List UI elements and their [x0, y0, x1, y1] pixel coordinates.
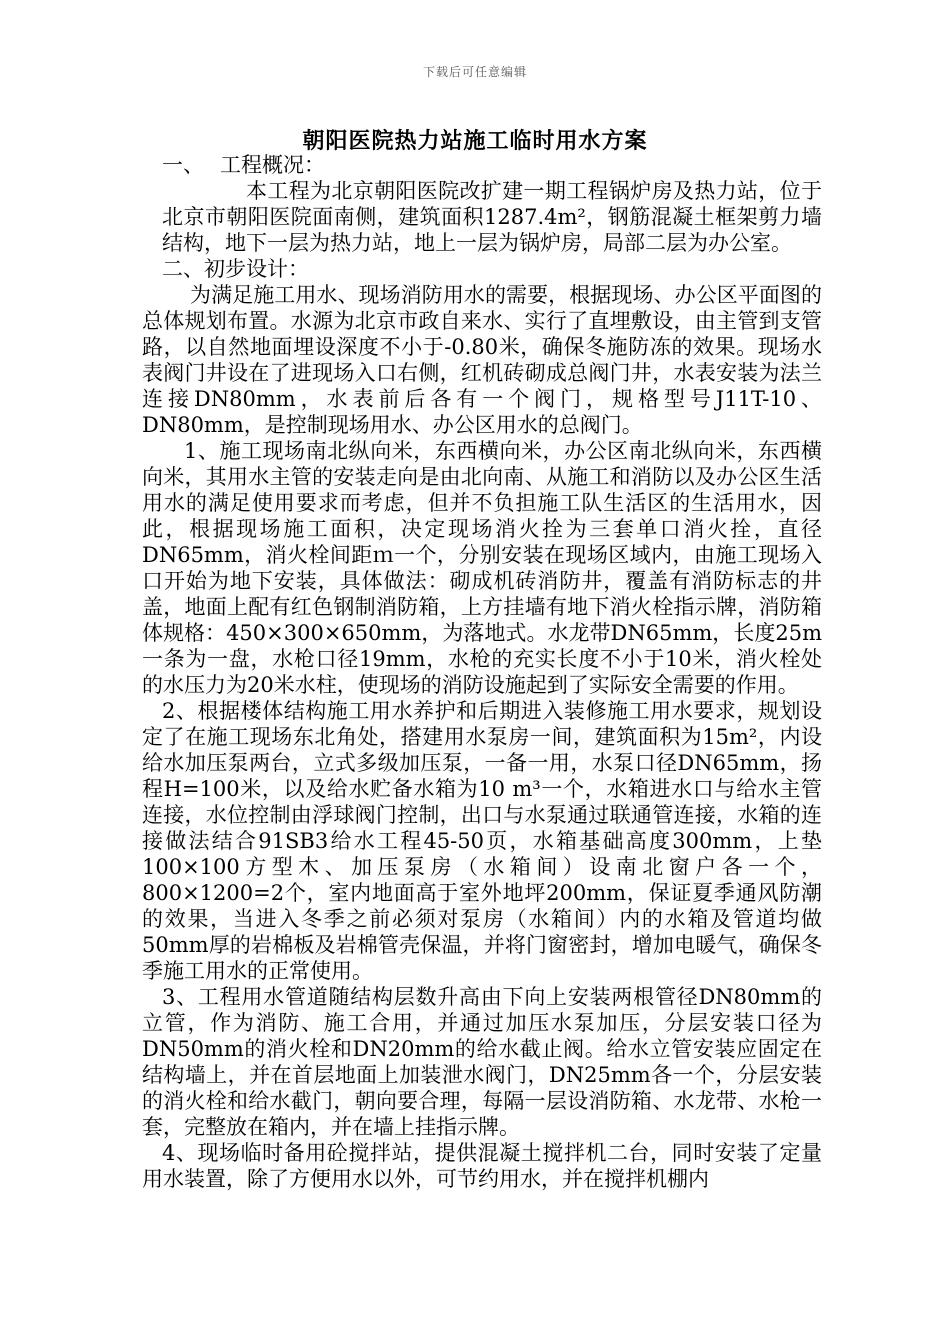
item-1-paragraph: 1、施工现场南北纵向米，东西横向米，办公区南北纵向米，东西横向米，其用水主管的安装走向是由北向南、从施工和消防以及办公区生活用水的满足使用要求而考虑，但并不负担施工队生活区的生活用水，因此，根据现场施工面积，决定现场消火拴为三套单口消火拴，直径DN65mm，消火栓间距ｍ一个，分别安装在现场区域内，由施工现场入口开始为地下安装，具体做法：砌成机砖消防井，覆盖有消防标志的井盖，地面上配有红色钢制消防箱，上方挂墙有地下消火栓指示牌，消防箱体规格：450×300×650mm，为落地式。水龙带DN65mm，长度25m一条为一盘，水枪口径19mm，水枪的充实长度不小于10米，消火栓处的水压力为20米水柱，使现场的消防设施起到了实际安全需要的作用。 [142, 439, 822, 697]
section-2-intro-paragraph: 为满足施工用水、现场消防用水的需要，根据现场、办公区平面图的总体规划布置。水源为北京市政自来水、实行了直埋敷设，由主管到支管路，以自然地面埋设深度不小于-0.80米，确保冬施防冻的效果。现场水表阀门井设在了进现场入口右侧，红机砖砌成总阀门井，水表安装为法兰连接DN80mm，水表前后各有一个阀门，规格型号J11T-10、DN80mm，是控制现场用水、办公区用水的总阀门。 [142, 283, 822, 437]
section-1-heading [142, 152, 822, 178]
section-1-paragraph: 本工程为北京朝阳医院改扩建一期工程锅炉房及热力站，位于北京市朝阳医院面南侧，建筑面积1287.4m²，钢筋混凝土框架剪力墙结构，地下一层为热力站，地上一层为锅炉房，局部二层为办公室。 [162, 179, 822, 255]
document-body [142, 152, 822, 1192]
item-3-paragraph: 3、工程用水管道随结构层数升高由下向上安装两根管径DN80mm的立管，作为消防、施工合用，并通过加压水泵加压，分层安装口径为DN50mm的消火栓和DN20mm的给水截止阀。给水立管安装应固定在结构墙上，并在首层地面上加装泄水阀门，DN25mm各一个，分层安装的消火栓和给水截门，朝向要合理，每隔一层设消防箱、水龙带、水枪一套，完整放在箱内，并在墙上挂指示牌。 [142, 985, 822, 1139]
section-2-heading: 二、初步设计： [162, 257, 309, 281]
section-1-title: 工程概况： [220, 153, 325, 177]
section-1-number: 一、 [162, 153, 204, 177]
item-4-paragraph: 4、现场临时备用砼搅拌站，提供混凝土搅拌机二台，同时安装了定量用水装置，除了方便用水以外，可节约用水，并在搅拌机棚内 [142, 1141, 822, 1191]
item-2-paragraph: 2、根据楼体结构施工用水养护和后期进入装修施工用水要求，规划设定了在施工现场东北角处，搭建用水泵房一间，建筑面积为15m²，内设给水加压泵两台，立式多级加压泵，一备一用，水泵口径DN65mm，扬程H=100米，以及给水贮备水箱为10 m³一个，水箱进水口与给水主管连接，水位控制由浮球阀门控制，出口与水泵通过联通管连接，水箱的连接做法结合91SB3给水工程45-50页，水箱基础高度300mm，上垫100×100方型木、加压泵房（水箱间）设南北窗户各一个，800×1200=2个，室内地面高于室外地坪200mm，保证夏季通风防潮的效果，当进入冬季之前必须对泵房（水箱间）内的水箱及管道均做50mm厚的岩棉板及岩棉管壳保温，并将门窗密封，增加电暖气，确保冬季施工用水的正常使用。 [142, 699, 822, 983]
header-note: 下载后可任意编辑 [422, 65, 527, 79]
document-title: 朝阳医院热力站施工临时用水方案 [302, 128, 648, 154]
